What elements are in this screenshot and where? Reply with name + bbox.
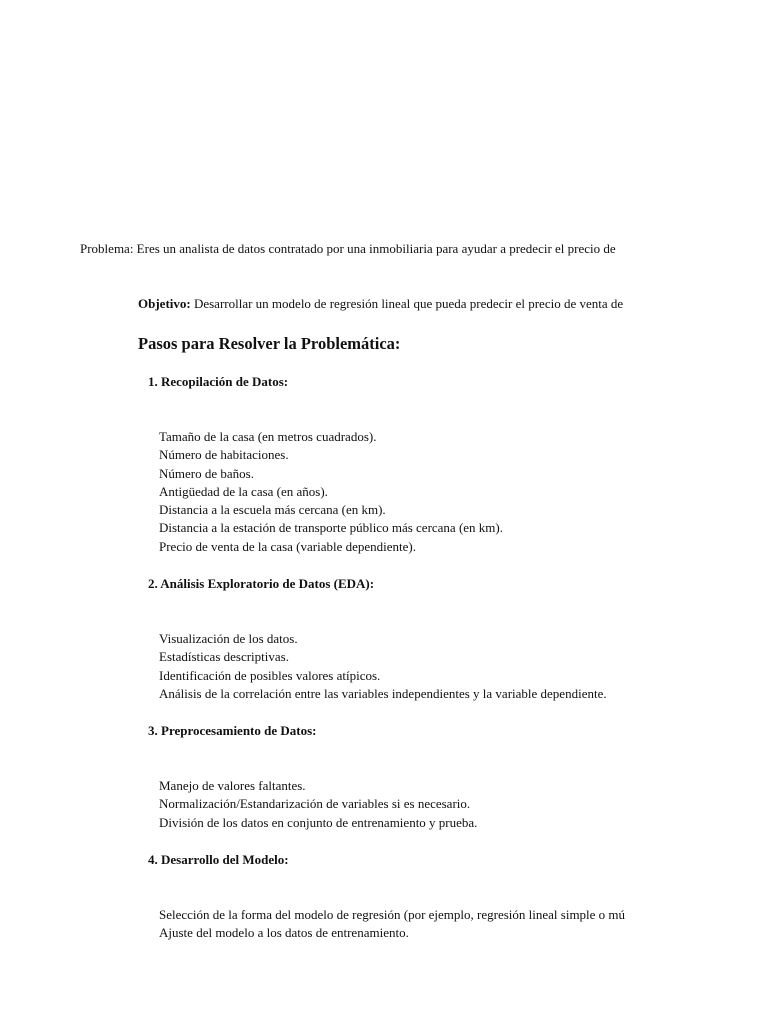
objective-text: Desarrollar un modelo de regresión lineal que pueda predecir el precio de venta de	[190, 296, 624, 311]
list-item: Análisis de la correlación entre las variables independientes y la variable dependiente.	[159, 685, 607, 701]
list-item: Visualización de los datos.	[159, 631, 298, 646]
list-item: Manejo de valores faltantes.	[159, 778, 306, 793]
step-title-model-development: 4. Desarrollo del Modelo:	[148, 852, 289, 867]
problem-statement: Problema: Eres un analista de datos contratado por una inmobiliaria para ayudar a predecir el precio de	[80, 241, 616, 256]
section-heading: Pasos para Resolver la Problemática:	[138, 334, 401, 353]
step-list-model-development	[159, 906, 625, 943]
list-item: Normalización/Estandarización de variables si es necesario.	[159, 796, 471, 812]
list-item: Estadísticas descriptivas.	[159, 649, 289, 665]
list-item: Antigüedad de la casa (en años).	[159, 483, 328, 499]
objective-label: Objetivo:	[138, 296, 191, 311]
list-item: Ajuste del modelo a los datos de entrenamiento.	[159, 925, 409, 941]
step-title-eda: 2. Análisis Exploratorio de Datos (EDA):	[148, 576, 375, 591]
step-list-preprocessing	[159, 777, 477, 832]
list-item: Precio de venta de la casa (variable dependiente).	[159, 538, 416, 554]
step-list-eda	[159, 630, 607, 703]
list-item: Distancia a la escuela más cercana (en km).	[159, 502, 386, 518]
list-item: Selección de la forma del modelo de regresión (por ejemplo, regresión lineal simple o mú	[159, 907, 626, 922]
list-item: Identificación de posibles valores atípicos.	[159, 667, 381, 683]
list-item: Distancia a la estación de transporte público más cercana (en km).	[159, 520, 503, 536]
list-item: Número de baños.	[159, 465, 254, 481]
list-item: Número de habitaciones.	[159, 447, 289, 463]
list-item: Tamaño de la casa (en metros cuadrados).	[159, 429, 377, 444]
step-list-data-collection	[159, 428, 503, 556]
list-item: División de los datos en conjunto de entrenamiento y prueba.	[159, 814, 478, 830]
step-title-data-collection: 1. Recopilación de Datos:	[148, 374, 289, 389]
objective-line	[138, 295, 623, 313]
step-title-preprocessing: 3. Preprocesamiento de Datos:	[148, 723, 317, 738]
